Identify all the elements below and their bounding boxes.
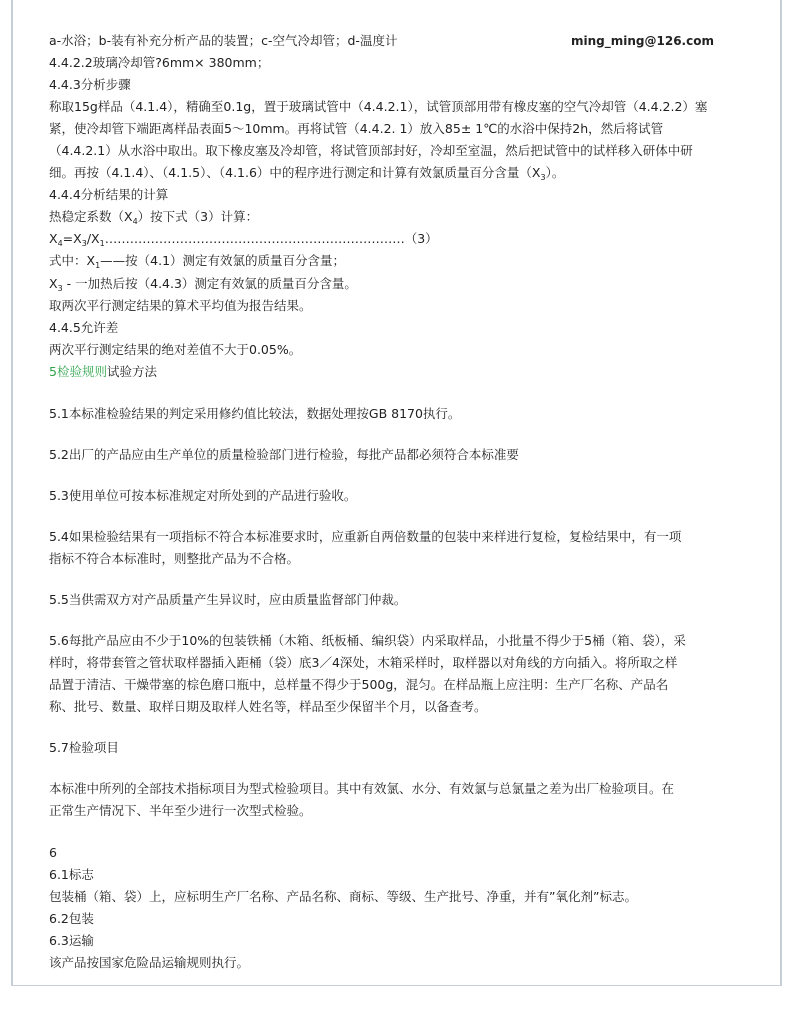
section-heading: 4.4.5允许差 xyxy=(49,320,119,335)
paragraph: 本标准中所列的全部技术指标项目为型式检验项目。其中有效氯、水分、有效氯与总氯量之差为出厂检验项目。在 xyxy=(49,781,675,796)
text-line: $X_3$ - 一加热后按（4.4.3）测定有效氯的质量百分含量。 xyxy=(49,276,357,293)
text-line: 热稳定系数$(X_4)$按下式（3）计算： xyxy=(49,209,259,226)
section-heading: 6.2包装 xyxy=(49,911,94,926)
section-number: 6 xyxy=(49,845,57,860)
text-line: 细。再按（4.1.4）、（4.1.5）、（4.1.6）中的程序进行测定和计算有效氯质量百分含量$(X_3)$。 xyxy=(49,165,565,182)
paragraph: 包装桶（箱、袋）上，应标明生产厂名称、产品名称、商标、等级、生产批号、净重，并有”氧化剂”标志。 xyxy=(49,889,637,904)
text-line: 两次平行测定结果的绝对差值不大于0.05%。 xyxy=(49,342,302,357)
text-line: a-水浴；b-装有补充分析产品的装置；c-空气冷却管；d-温度计 xyxy=(49,33,398,48)
email-address: ming_ming@126.com xyxy=(571,34,714,48)
paragraph: 5.4如果检验结果有一项指标不符合本标准要求时，应重新自两倍数量的包装中来样进行复检，复检结果中，有一项 xyxy=(49,529,682,544)
section-heading: 5.7检验项目 xyxy=(49,740,119,755)
paragraph: 样时，将带套管之管状取样器插入距桶（袋）底3／4深处，木箱采样时，取样器以对角线的方向插入。将所取之样 xyxy=(49,655,678,670)
paragraph: 5.2出厂的产品应由生产单位的质量检验部门进行检验，每批产品都必须符合本标准要 xyxy=(49,447,519,462)
text-line: 取两次平行测定结果的算术平均值为报告结果。 xyxy=(49,298,312,313)
section-heading: 6.1标志 xyxy=(49,867,94,882)
section-heading: 4.4.4分析结果的计算 xyxy=(49,187,169,202)
paragraph: 品置于清洁、干燥带塞的棕色磨口瓶中，总样量不得少于500g，混匀。在样品瓶上应注明：生产厂名称、产品名 xyxy=(49,677,669,692)
section-heading: 5检验规则试验方法 xyxy=(49,364,157,379)
paragraph: 称、批号、数量、取样日期及取样人姓名等，样品至少保留半个月，以备查考。 xyxy=(49,699,487,714)
paragraph: 5.5当供需双方对产品质量产生异议时，应由质量监督部门仲裁。 xyxy=(49,592,407,607)
paragraph: 5.3使用单位可按本标准规定对所处到的产品进行验收。 xyxy=(49,488,357,503)
text-line: 4.4.2.2玻璃冷却管?6mm× 380mm； xyxy=(49,55,270,70)
text-line: 称取15g样品（4.1.4），精确至0.1g，置于玻璃试管中（4.4.2.1），试管顶部用带有橡皮塞的空气冷却管（4.4.2.2）塞 xyxy=(49,99,708,114)
section-heading: 6.3运输 xyxy=(49,933,94,948)
paragraph: 正常生产情况下、半年至少进行一次型式检验。 xyxy=(49,803,312,818)
formula-line: $X_4=X_3/X_1\dots\dots\dots\dots\dots\dots\dots\dots\dots\dots\dots\dots\dots\dots\dots\dots\dots\dots\dots\dots\dots\dots\dots\dots(3)$ xyxy=(49,231,438,248)
paragraph: 5.1本标准检验结果的判定采用修约值比较法，数据处理按GB 8170执行。 xyxy=(49,406,461,421)
text-line: 紧，使冷却管下端距离样品表面5～10mm。再将试管（4.4.2. 1）放入85± 1℃的水浴中保持2h，然后将试管 xyxy=(49,121,664,136)
inspection-rules-link[interactable]: 5检验规则 xyxy=(49,364,107,379)
paragraph: 5.6每批产品应由不少于10%的包装铁桶（木箱、纸板桶、编织袋）内采取样品，小批量不得少于5桶（箱、袋），采 xyxy=(49,633,686,648)
section-heading: 4.4.3分析步骤 xyxy=(49,77,131,92)
text-line: 式中：$X_1——$按（4.1）测定有效氯的质量百分含量； xyxy=(49,253,346,270)
paragraph: 指标不符合本标准时，则整批产品为不合格。 xyxy=(49,551,300,566)
text-line: （4.4.2.1）从水浴中取出。取下橡皮塞及冷却管，将试管顶部封好，冷却至室温，然后把试管中的试样移入研体中研 xyxy=(49,143,693,158)
paragraph: 该产品按国家危险品运输规则执行。 xyxy=(49,955,250,970)
